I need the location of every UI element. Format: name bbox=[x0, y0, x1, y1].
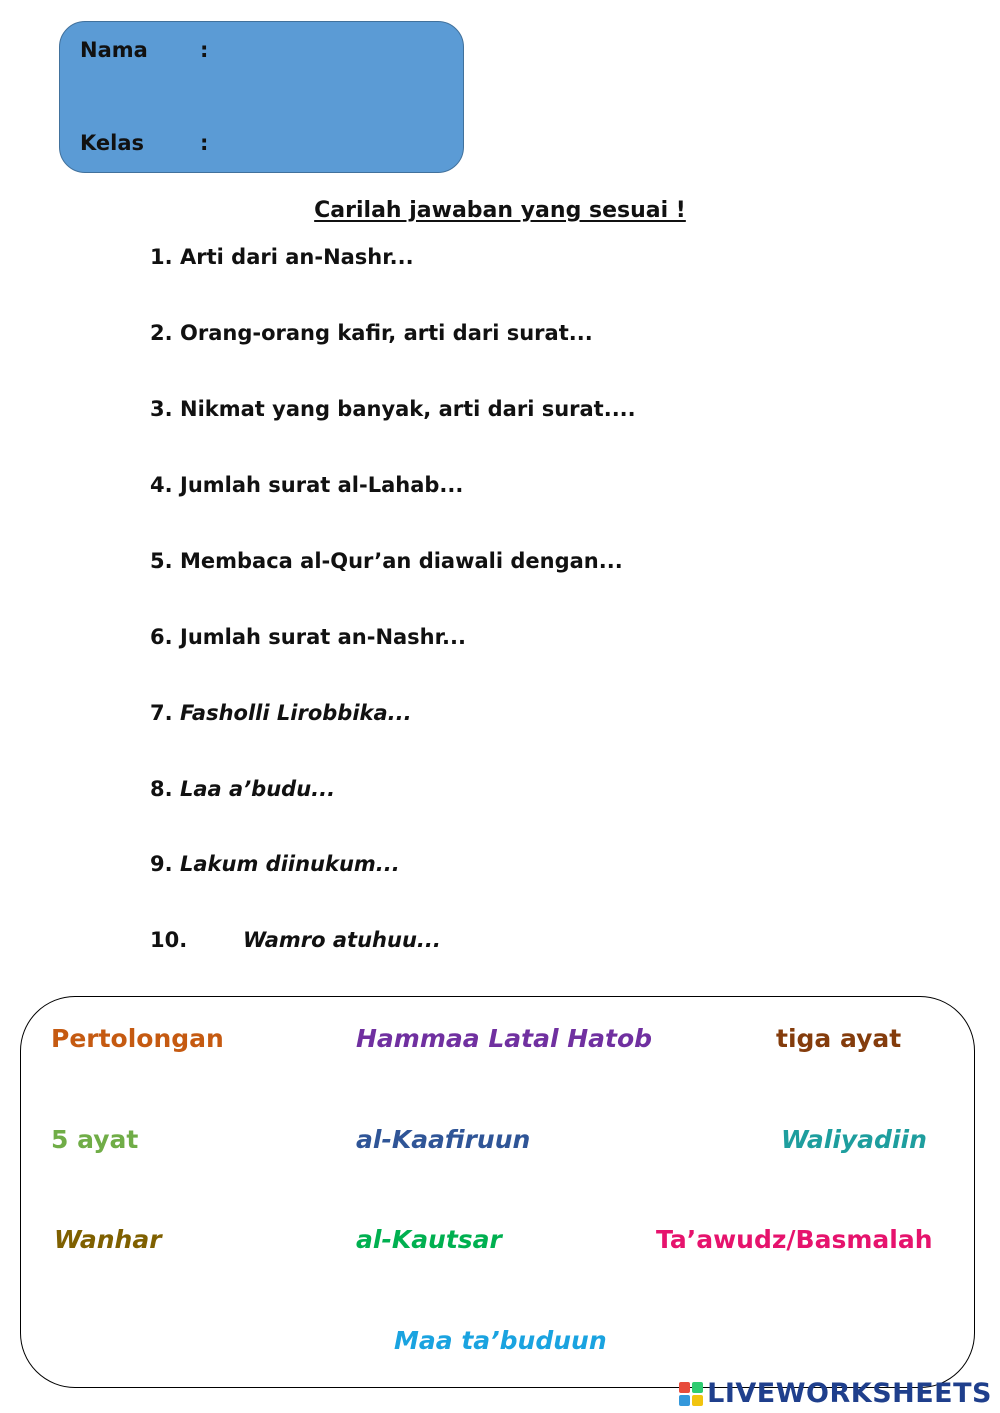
logo-tiles-icon bbox=[679, 1382, 703, 1406]
question-item bbox=[150, 852, 400, 876]
question-text: Wamro atuhuu... bbox=[243, 928, 441, 952]
name-colon: : bbox=[200, 38, 209, 62]
question-number: 1. bbox=[150, 245, 173, 269]
answer-option[interactable]: 5 ayat bbox=[51, 1125, 139, 1154]
logo-tile bbox=[679, 1382, 690, 1393]
question-text: Jumlah surat al-Lahab... bbox=[180, 473, 464, 497]
student-info-box bbox=[59, 21, 464, 173]
answer-option[interactable]: Pertolongan bbox=[51, 1024, 224, 1053]
question-number: 4. bbox=[150, 473, 173, 497]
answer-option[interactable]: al-Kaafiruun bbox=[356, 1125, 531, 1154]
question-number: 5. bbox=[150, 549, 173, 573]
logo-tile bbox=[692, 1382, 703, 1393]
question-number: 8. bbox=[150, 777, 173, 801]
question-number: 2. bbox=[150, 321, 173, 345]
answer-option[interactable]: al-Kautsar bbox=[356, 1225, 502, 1254]
answer-option[interactable]: Maa ta’buduun bbox=[394, 1326, 607, 1355]
liveworksheets-logo bbox=[679, 1378, 992, 1409]
question-item bbox=[150, 473, 463, 497]
question-number: 10. bbox=[150, 928, 188, 952]
name-label: Nama bbox=[80, 38, 148, 62]
logo-text: LIVEWORKSHEETS bbox=[707, 1378, 992, 1409]
answer-option[interactable]: Wanhar bbox=[54, 1225, 162, 1254]
question-number: 6. bbox=[150, 625, 173, 649]
question-item bbox=[150, 245, 414, 269]
question-text: Orang-orang kafir, arti dari surat... bbox=[180, 321, 593, 345]
question-number: 3. bbox=[150, 397, 173, 421]
question-number: 9. bbox=[150, 852, 173, 876]
question-text: Fasholli Lirobbika... bbox=[180, 701, 412, 725]
logo-tile bbox=[692, 1395, 703, 1406]
answer-option[interactable]: Hammaa Latal Hatob bbox=[356, 1024, 653, 1053]
answer-option[interactable]: tiga ayat bbox=[776, 1024, 902, 1053]
class-colon: : bbox=[200, 131, 209, 155]
class-label: Kelas bbox=[80, 131, 145, 155]
question-item bbox=[150, 321, 593, 345]
answer-option[interactable]: Ta’awudz/Basmalah bbox=[656, 1225, 933, 1254]
question-item bbox=[150, 397, 636, 421]
question-text: Lakum diinukum... bbox=[180, 852, 400, 876]
question-number: 7. bbox=[150, 701, 173, 725]
question-text: Membaca al-Qur’an diawali dengan... bbox=[180, 549, 623, 573]
question-item bbox=[150, 625, 466, 649]
question-text: Nikmat yang banyak, arti dari surat.... bbox=[180, 397, 636, 421]
answer-option[interactable]: Waliyadiin bbox=[781, 1125, 927, 1154]
logo-tile bbox=[679, 1395, 690, 1406]
answer-bank bbox=[20, 996, 975, 1388]
question-item bbox=[150, 549, 623, 573]
instruction-title: Carilah jawaban yang sesuai ! bbox=[314, 198, 686, 223]
question-text: Jumlah surat an-Nashr... bbox=[180, 625, 466, 649]
question-text: Arti dari an-Nashr... bbox=[180, 245, 414, 269]
question-item bbox=[150, 777, 335, 801]
question-item bbox=[150, 701, 412, 725]
question-text: Laa a’budu... bbox=[180, 777, 336, 801]
question-item bbox=[150, 928, 441, 952]
